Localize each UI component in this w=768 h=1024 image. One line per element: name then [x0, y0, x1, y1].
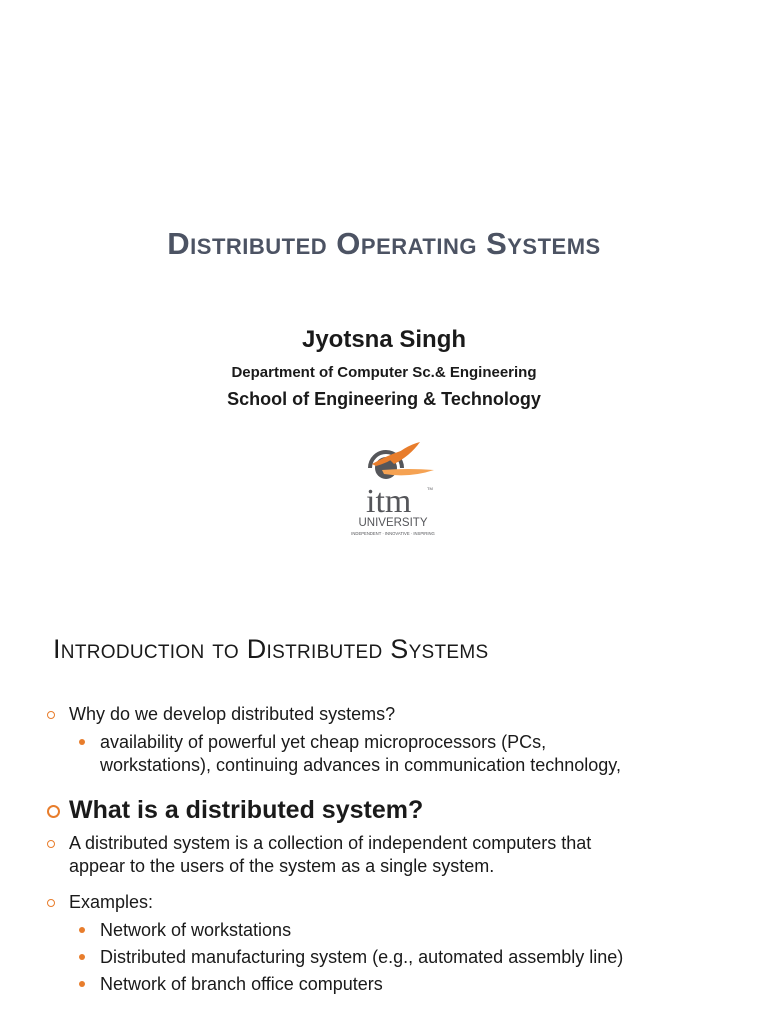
bullet-examples: Examples: — [69, 892, 154, 912]
school-name: School of Engineering & Technology — [227, 389, 541, 409]
logo-emblem-icon — [370, 442, 434, 479]
definition-line-1: A distributed system is a collection of independent computers that — [69, 833, 592, 853]
why-answer-line-2: workstations), continuing advances in communication technology, — [100, 755, 621, 775]
itm-university-logo — [346, 440, 440, 540]
author-name: Jyotsna Singh — [301, 326, 467, 353]
presentation-title: Distributed Operating Systems — [167, 226, 601, 261]
why-answer-line-1: availability of powerful yet cheap microprocessors (PCs, — [100, 732, 547, 752]
intro-slide — [0, 580, 768, 1024]
bullet-definition — [69, 832, 591, 878]
example-item: Network of workstations — [100, 920, 292, 940]
logo-university-label: UNIVERSITY — [358, 517, 428, 529]
department-name: Department of Computer Sc.& Engineering — [231, 364, 537, 381]
logo-trademark: TM — [427, 486, 433, 491]
bullet-why: Why do we develop distributed systems? — [69, 704, 396, 724]
example-item: Distributed manufacturing system (e.g., automated assembly line) — [100, 947, 624, 967]
example-item: Network of branch office computers — [100, 974, 383, 994]
bullet-what-heading: What is a distributed system? — [69, 796, 424, 824]
section-title: Introduction to Distributed Systems — [53, 634, 489, 664]
definition-line-2: appear to the users of the system as a single system. — [69, 856, 495, 876]
logo-wordmark: itm — [366, 483, 412, 520]
logo-tagline: INDEPENDENT · INNOVATIVE · INSPIRING — [351, 531, 435, 536]
sub-bullet-why-answer — [100, 731, 621, 777]
